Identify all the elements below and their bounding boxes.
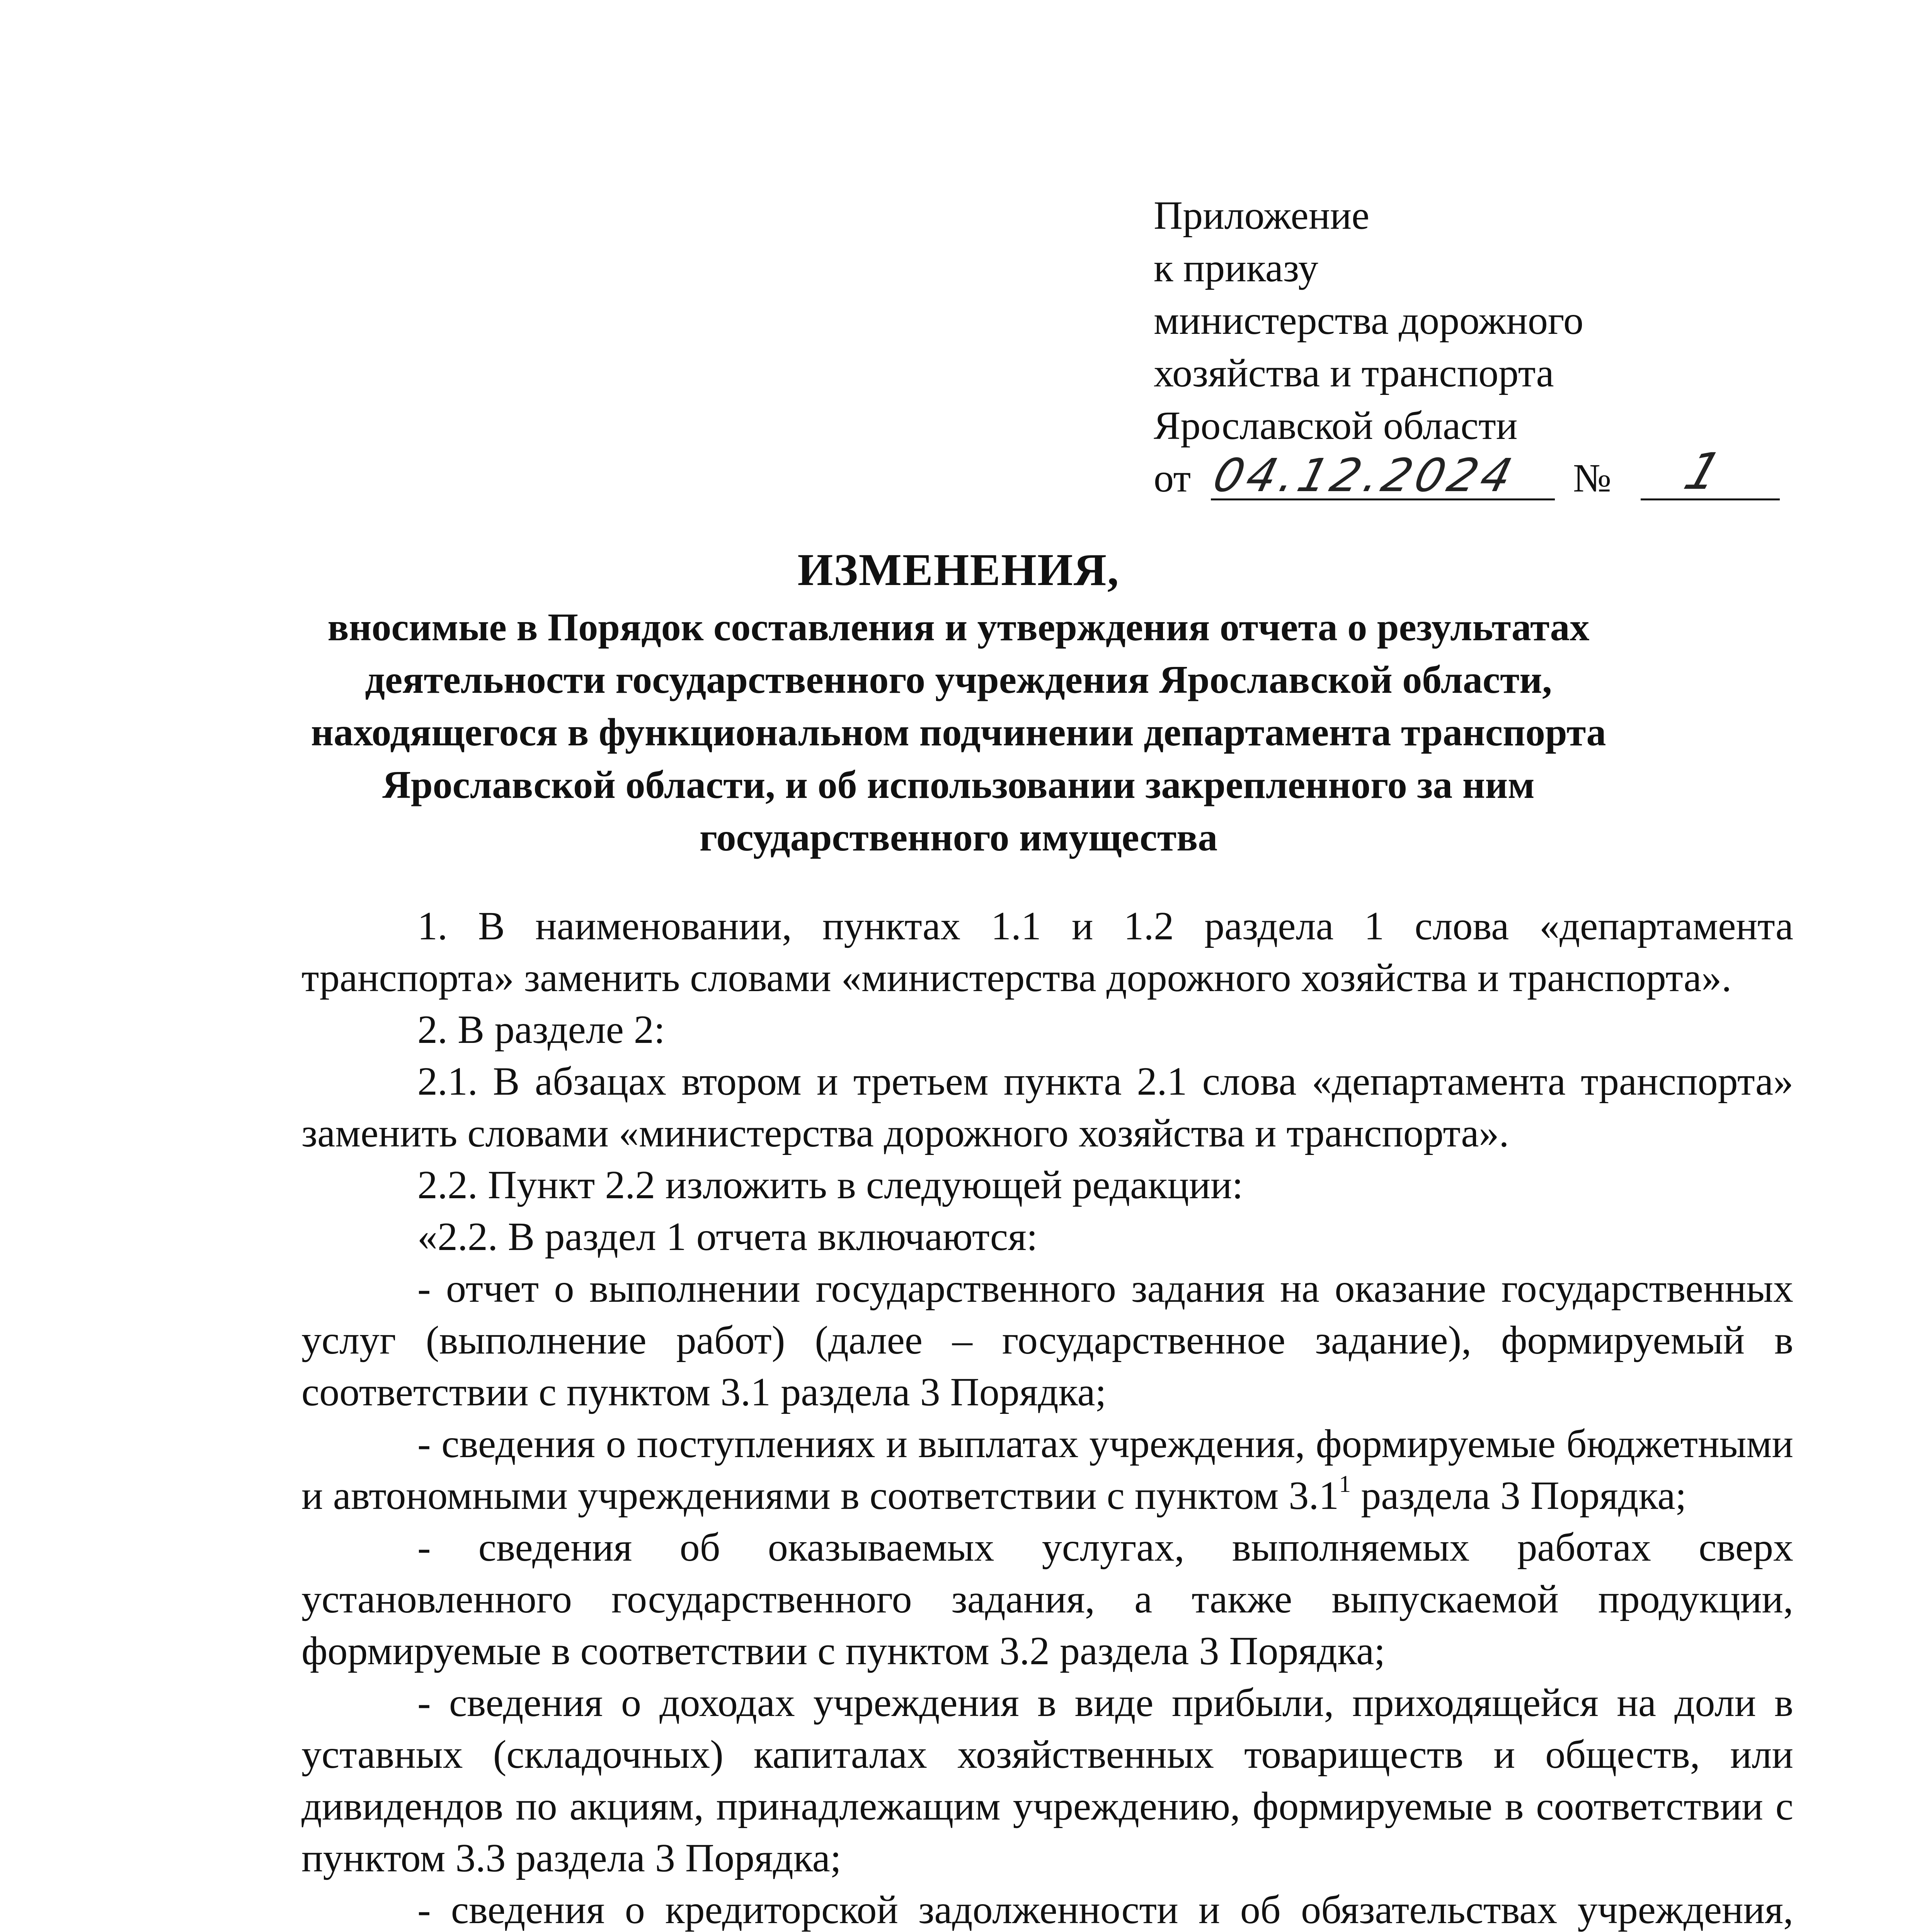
list-item: - сведения о доходах учреждения в виде прибыли, приходящейся на доли в уставных (складочных) капиталах хозяйственных товариществ и обществ, или дивидендов по акциям, принадлежащим учреждению, формируемые в соответствии с пунктом 3.3 раздела 3 Порядка;	[301, 1680, 1793, 1880]
paragraph-2-1: 2.1. В абзацах втором и третьем пункта 2.1 слова «департамента транспорта» заменить словами «министерства дорожного хозяйства и транспорта».	[301, 1059, 1793, 1155]
order-date-number-line	[1154, 442, 1811, 505]
paragraph-2-2: 2.2. Пункт 2.2 изложить в следующей редакции:	[417, 1163, 1243, 1207]
document-body	[301, 900, 1793, 1932]
title-main: ИЗМЕНЕНИЯ,	[797, 544, 1120, 595]
title-sub-line: находящегося в функциональном подчинении департамента транспорта	[311, 711, 1606, 754]
title-sub-line: вносимые в Порядок составления и утверждения отчета о результатах	[327, 605, 1590, 649]
appendix-line-3: министерства дорожного	[1154, 298, 1583, 343]
order-number-field	[1641, 442, 1780, 501]
appendix-line-4: хозяйства и транспорта	[1154, 351, 1554, 395]
list-item	[301, 1884, 1793, 1932]
appendix-line-1: Приложение	[1154, 193, 1370, 238]
paragraph-2: 2. В разделе 2:	[417, 1007, 665, 1052]
appendix-line-5: Ярославской области	[1154, 403, 1518, 448]
list-item-text: - сведения о кредиторской задолженности и об обязательствах учреждения,	[417, 1888, 1793, 1932]
date-prefix: от	[1154, 456, 1191, 500]
list-item: - отчет о выполнении государственного задания на оказание государственных услуг (выполнение работ) (далее – государственное задание), формируемый в соответствии с пунктом 3.1 раздела 3 Порядка;	[301, 1266, 1793, 1414]
paragraph-1: 1. В наименовании, пунктах 1.1 и 1.2 раздела 1 слова «департамента транспорта» заменить словами «министерства дорожного хозяйства и транспорта».	[301, 904, 1793, 1000]
title-sub-line: Ярославской области, и об использовании закрепленного за ним	[382, 763, 1535, 807]
number-sign: №	[1573, 456, 1612, 500]
superscript: 1	[1339, 1471, 1351, 1497]
order-date-field	[1208, 449, 1555, 502]
list-item-text: - сведения о поступлениях и выплатах учреждения, формируемые бюджетными и автономными учреждениями в соответствии с пунктом 3.1	[301, 1422, 1793, 1518]
appendix-line-2: к приказу	[1154, 246, 1318, 290]
title-sub-line: деятельности государственного учреждения Ярославской области,	[365, 658, 1552, 702]
appendix-header	[1154, 189, 1811, 505]
document-title	[271, 541, 1646, 864]
list-item	[301, 1418, 1793, 1522]
list-item-text: раздела 3 Порядка;	[1351, 1473, 1687, 1518]
handwritten-date: 04.12.2024	[1208, 449, 1521, 502]
title-subtitle	[271, 601, 1646, 864]
handwritten-number: 1	[1677, 442, 1729, 501]
list-item: - сведения об оказываемых услугах, выполняемых работах сверх установленного государственного задания, а также выпускаемой продукции, формируемые в соответствии с пунктом 3.2 раздела 3 Порядка;	[301, 1525, 1793, 1673]
title-sub-line: государственного имущества	[699, 816, 1218, 859]
paragraph-2-2-quote: «2.2. В раздел 1 отчета включаются:	[417, 1214, 1038, 1259]
